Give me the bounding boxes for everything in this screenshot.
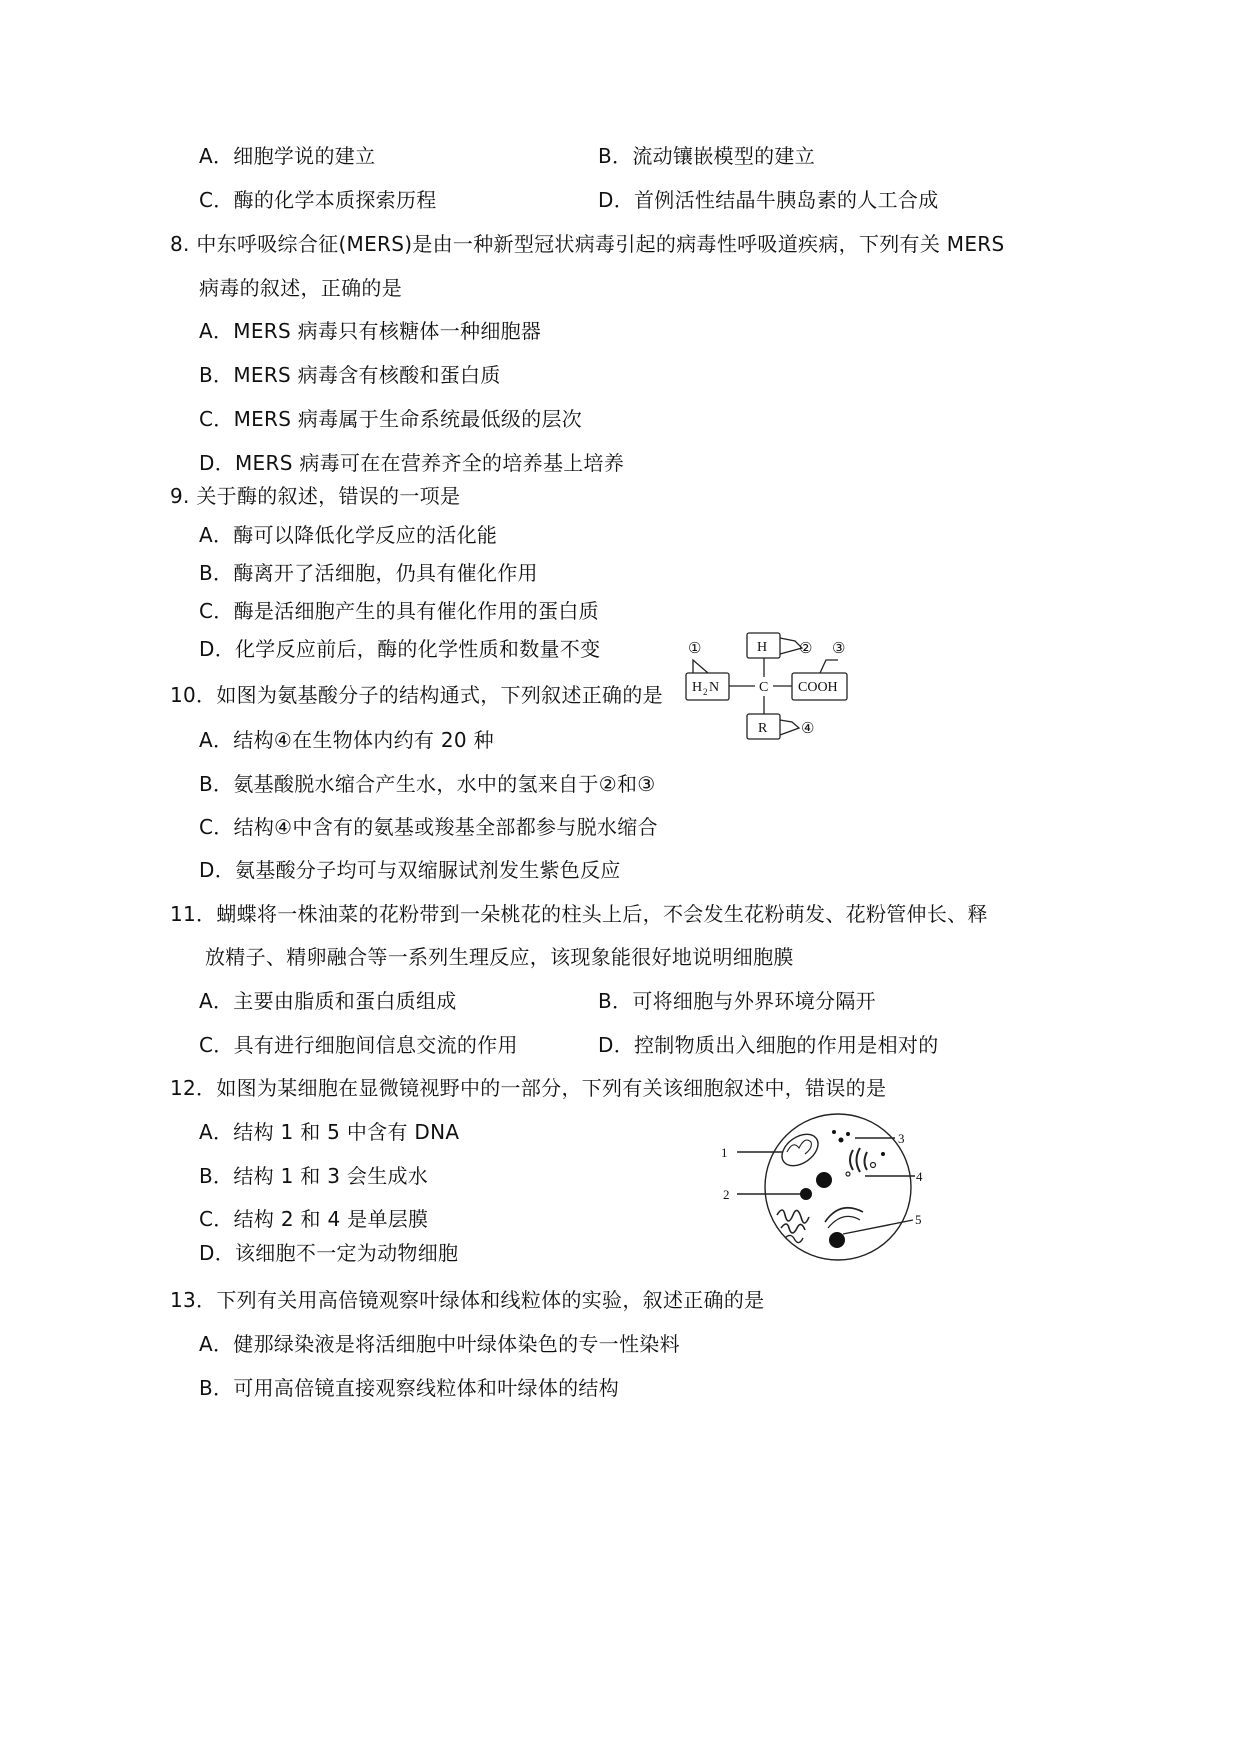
q12-option-b: B．结构 1 和 3 会生成水 bbox=[199, 1164, 429, 1188]
q11-stem-line2: 放精子、精卵融合等一系列生理反应，该现象能很好地说明细胞膜 bbox=[205, 945, 794, 969]
q11-stem-line1: 11．蝴蝶将一株油菜的花粉带到一朵桃花的柱头上后，不会发生花粉萌发、花粉管伸长、释 bbox=[170, 902, 988, 926]
fig-label-5: 5 bbox=[915, 1212, 922, 1227]
q9-option-d: D．化学反应前后，酶的化学性质和数量不变 bbox=[199, 637, 601, 661]
fig-label-2: ② bbox=[799, 641, 813, 657]
q12-option-d: D．该细胞不一定为动物细胞 bbox=[199, 1241, 459, 1265]
fig-label-4: 4 bbox=[916, 1169, 923, 1184]
q7-option-d: D．首例活性结晶牛胰岛素的人工合成 bbox=[598, 188, 939, 212]
q8-stem-line1: 8. 中东呼吸综合征(MERS)是由一种新型冠状病毒引起的病毒性呼吸道疾病，下列有关 MERS bbox=[170, 232, 1005, 256]
q7-option-a: A．细胞学说的建立 bbox=[199, 144, 376, 168]
q8-option-a: A．MERS 病毒只有核糖体一种细胞器 bbox=[199, 319, 542, 343]
q9-option-c: C．酶是活细胞产生的具有催化作用的蛋白质 bbox=[199, 599, 599, 623]
q12-option-c: C．结构 2 和 4 是单层膜 bbox=[199, 1207, 429, 1231]
q9-stem: 9. 关于酶的叙述，错误的一项是 bbox=[170, 484, 461, 508]
q7-option-b: B．流动镶嵌模型的建立 bbox=[598, 144, 816, 168]
q12-stem: 12．如图为某细胞在显微镜视野中的一部分，下列有关该细胞叙述中，错误的是 bbox=[170, 1076, 887, 1100]
fig-h2n-sub: 2 bbox=[703, 687, 708, 697]
q10-option-d: D．氨基酸分子均可与双缩脲试剂发生紫色反应 bbox=[199, 858, 621, 882]
q13-option-a: A．健那绿染液是将活细胞中叶绿体染色的专一性染料 bbox=[199, 1332, 680, 1356]
fig-label-3: ③ bbox=[832, 641, 846, 657]
fig-h2n-h: H bbox=[692, 680, 703, 695]
q7-option-c: C．酶的化学本质探索历程 bbox=[199, 188, 437, 212]
centriole-shape bbox=[800, 1188, 812, 1200]
q10-option-b: B．氨基酸脱水缩合产生水，水中的氢来自于②和③ bbox=[199, 772, 656, 796]
q11-option-b: B．可将细胞与外界环境分隔开 bbox=[598, 989, 876, 1013]
q10-stem: 10．如图为氨基酸分子的结构通式，下列叙述正确的是 bbox=[170, 683, 663, 707]
q8-option-b: B．MERS 病毒含有核酸和蛋白质 bbox=[199, 363, 501, 387]
mitochondrion-shape bbox=[776, 1128, 824, 1172]
fig-cooh: COOH bbox=[798, 680, 838, 695]
fig-c: C bbox=[759, 680, 769, 695]
q8-option-d: D．MERS 病毒可在在营养齐全的培养基上培养 bbox=[199, 451, 625, 475]
fig-h: H bbox=[757, 640, 768, 655]
fig-label-1: ① bbox=[688, 641, 702, 657]
fig-label-1: 1 bbox=[721, 1145, 728, 1160]
ribosome-cluster-shape bbox=[816, 1172, 832, 1188]
q11-option-c: C．具有进行细胞间信息交流的作用 bbox=[199, 1033, 518, 1057]
amino-acid-structure-figure bbox=[680, 628, 860, 746]
q8-option-c: C．MERS 病毒属于生命系统最低级的层次 bbox=[199, 407, 583, 431]
q8-stem-line2: 病毒的叙述，正确的是 bbox=[199, 276, 402, 300]
q11-option-a: A．主要由脂质和蛋白质组成 bbox=[199, 989, 457, 1013]
fig-label-2: 2 bbox=[723, 1187, 730, 1202]
q11-option-d: D．控制物质出入细胞的作用是相对的 bbox=[598, 1033, 939, 1057]
fig-h2n-n: N bbox=[709, 680, 720, 695]
q10-option-a: A．结构④在生物体内约有 20 种 bbox=[199, 728, 494, 752]
q9-option-b: B．酶离开了活细胞，仍具有催化作用 bbox=[199, 561, 538, 585]
q9-option-a: A．酶可以降低化学反应的活化能 bbox=[199, 523, 498, 547]
fig-label-3: 3 bbox=[898, 1131, 905, 1146]
cell-structure-figure bbox=[715, 1110, 930, 1265]
q13-stem: 13．下列有关用高倍镜观察叶绿体和线粒体的实验，叙述正确的是 bbox=[170, 1288, 765, 1312]
q12-option-a: A．结构 1 和 5 中含有 DNA bbox=[199, 1120, 460, 1144]
fig-r: R bbox=[758, 721, 768, 736]
nucleolus-shape bbox=[829, 1232, 845, 1248]
q13-option-b: B．可用高倍镜直接观察线粒体和叶绿体的结构 bbox=[199, 1376, 620, 1400]
q10-option-c: C．结构④中含有的氨基或羧基全部都参与脱水缩合 bbox=[199, 815, 658, 839]
fig-label-4: ④ bbox=[801, 721, 815, 737]
